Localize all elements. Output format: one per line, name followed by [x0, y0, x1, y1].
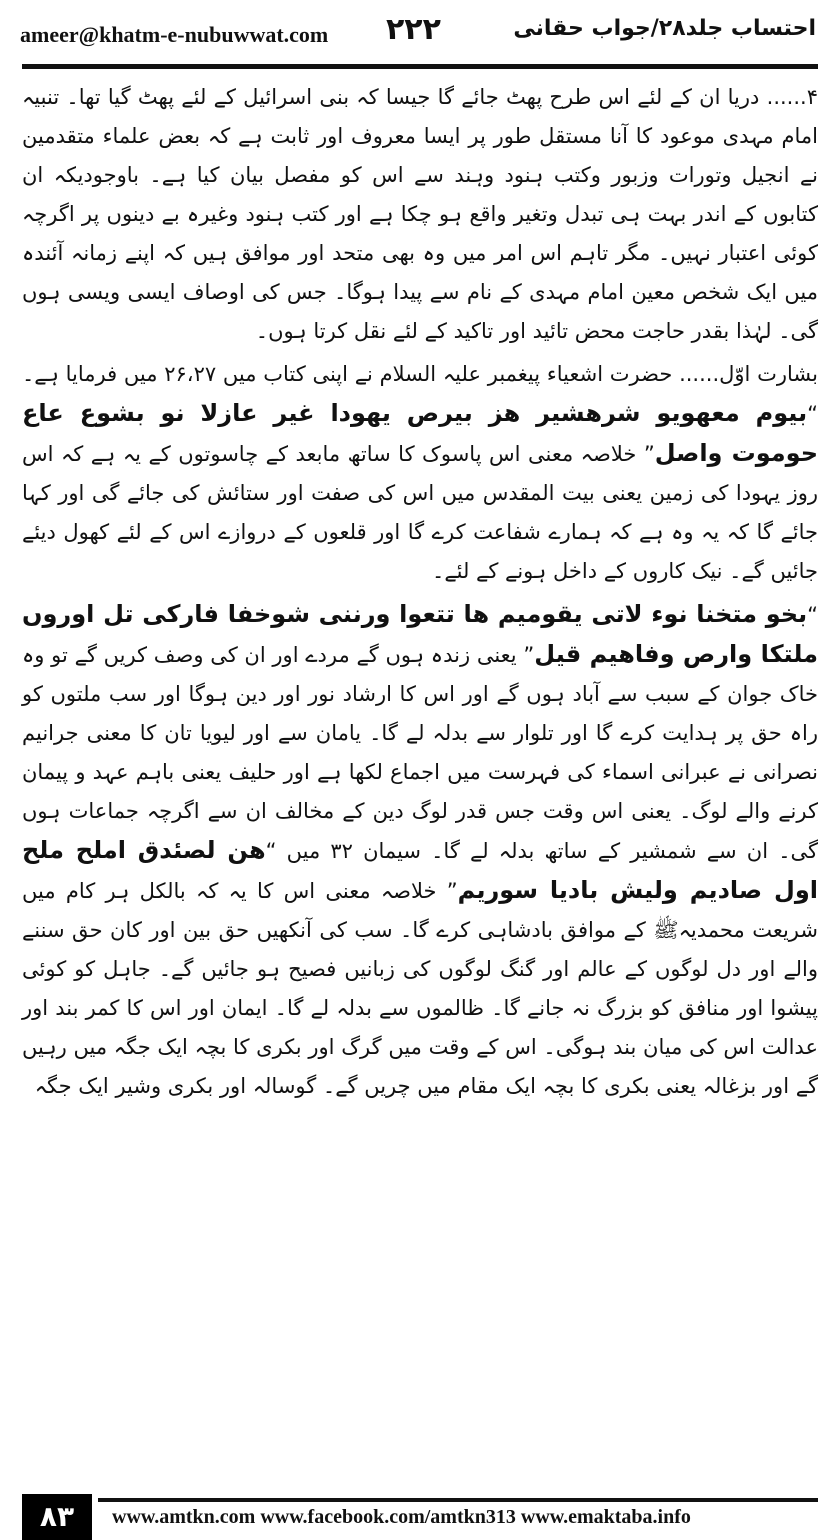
footer-page-number: ۸۳ — [22, 1494, 92, 1540]
header-email: ameer@khatm-e-nubuwwat.com — [20, 22, 329, 47]
hebrew-quote-1: بیوم معھویو شرھشیر ھز بیرص یھودا غیر عازلا نو بشوع عاع حوموت واصل — [22, 399, 819, 467]
glad-tidings-lead: بشارت اوّل...... — [679, 362, 818, 386]
paragraph-1: ۴...... دریا ان کے لئے اس طرح پھٹ جائے گا جیسا کہ بنی اسرائیل کے لئے پھٹ گیا تھا۔ تنبیہ امام مہدی موعود کا آنا مستقل طور پر ایسا معروف اور ثابت ہے کہ بعض علماء متقدمین نے انجیل وتورات وزبور وکتب ہنود وہند سے اس کو مفصل بیان کیا ہے۔ باوجودیکہ ان کتابوں کے اندر بہت ہی تبدل وتغیر واقع ہو چکا ہے اور کتب ہنود وغیرہ بے دینوں پر اگرچہ کوئی اعتبار نہیں۔ مگر تاہم اس امر میں وہ بھی متحد اور موافق ہیں کہ اپنے زمانہ آئندہ میں ایک شخص معین امام مہدی کے نام سے پیدا ہوگا۔ جس کی اوصاف ایسی ویسی ہوں گی۔ لہٰذا بقدر حاجت محض تائید اور تاکید کے لئے نقل کرتا ہوں۔ — [22, 85, 818, 343]
page-body — [22, 78, 818, 1106]
glad-tidings-intro: حضرت اشعیاء پیغمبر علیہ السلام نے اپنی کتاب میں ۲۶،۲۷ میں فرمایا ہے۔ — [22, 362, 673, 386]
paragraph-3-explanation: یعنی زندہ ہوں گے مردے اور ان کی وصف کریں گے تو وہ خاک جوان کے سبب سے آباد ہوں گے اور اس کا ارشاد نور اور دین ہوگا اور سب ملتوں کو راہ حق پر ہدایت کرے گا اور تلوار سے بدلہ لے گا۔ یامان سے اور لیویا تان کا معنی جرانیم نصرانی نے عبرانی اسماء کی فہرست میں اجماع لکھا ہے اور حلیف یعنی باہم عہد و پیمان کرنے والے لوگ۔ یعنی اس وقت جس قدر لوگ دین کے مخالف ان سے اگرچہ جماعات ہوں گی۔ ان سے شمشیر کے ساتھ بدلہ لے گا۔ سیمان ۳۲ میں — [22, 643, 819, 863]
hebrew-quote-2: بخو متخنا نوء لاتی یقومیم ھا تتعوا ورننی شوخفا فارکی تل اوروں ملتکا وارص وفاھیم قیل — [22, 600, 818, 668]
page-header — [14, 0, 826, 64]
footer-rule — [98, 1498, 818, 1502]
footer-urls: www.amtkn.com www.facebook.com/amtkn313 www.emaktaba.info — [112, 1506, 691, 1528]
paragraph-3-conclusion: خلاصہ معنی اس کا یہ کہ بالکل ہر کام میں شریعت محمدیہﷺ کے موافق بادشاہی کرے گا۔ سب کی آنکھیں حق بین اور کان حق سننے والے اور دل لوگوں کے عالم اور گنگ لوگوں کی زبانیں فصیح ہو جائیں گے۔ جاہل کو کوئی پیشوا اور منافق کو بزرگ نہ جانے گا۔ ظالموں سے بدلہ لے گا۔ ایمان اور اس کا کمر بند اور عدالت اس کی میان بند ہوگی۔ اس کے وقت میں گرگ اور بکری کا بچہ ایک جگہ میں رہیں گے اور بزغالہ یعنی بکری کا بچہ ایک مقام میں چریں گے۔ گوسالہ اور بکری وشیر ایک جگہ — [22, 879, 818, 1098]
page-footer — [22, 1494, 818, 1540]
paragraph-2-explanation: خلاصہ معنی اس پاسوک کا ساتھ مابعد کے چاسوتوں کے یہ ہے کہ اس روز یہودا کی زمین یعنی بیت المقدس میں اس کی صفت اور ستائش کی جائے گی اور کہا جائے گا کہ یہ وہ ہے کہ ہمارے شفاعت کرے گا اور قلعوں کے دروازے اس کے لئے کھول دیئے جائیں گے۔ نیک کاروں کے داخل ہونے کے لئے۔ — [22, 442, 818, 583]
header-book-title: احتساب جلد۲۸/جواب حقانی — [513, 16, 816, 41]
paragraph-2: بشارت اوّل...... حضرت اشعیاء پیغمبر علیہ السلام نے اپنی کتاب میں ۲۶،۲۷ میں فرمایا ہے۔ “بیوم معھویو شرھشیر ھز بیرص یھودا غیر عازلا نو بشوع عاع حوموت واصل” خلاصہ معنی اس پاسوک کا ساتھ مابعد کے چاسوتوں کے یہ ہے کہ اس روز یہودا کی زمین یعنی بیت المقدس میں اس کی صفت اور ستائش کی جائے گی اور کہا جائے گا کہ یہ وہ ہے کہ ہمارے شفاعت کرے گا اور قلعوں کے دروازے اس کے لئے کھول دیئے جائیں گے۔ نیک کاروں کے داخل ہونے کے لئے۔ — [22, 362, 819, 583]
header-page-number: ۲۲۲ — [386, 12, 441, 47]
hebrew-quote-3: ھن لصئدق املح ملح اول صادیم ولیش بادیا سوریم — [22, 836, 818, 904]
header-rule — [22, 64, 818, 69]
paragraph-3: “بخو متخنا نوء لاتی یقومیم ھا تتعوا ورننی شوخفا فارکی تل اوروں ملتکا وارص وفاھیم قیل” یعنی زندہ ہوں گے مردے اور ان کی وصف کریں گے تو وہ خاک جوان کے سبب سے آباد ہوں گے اور اس کا ارشاد نور اور دین ہوگا اور سب ملتوں کو راہ حق پر ہدایت کرے گا اور تلوار سے بدلہ لے گا۔ یامان سے اور لیویا تان کا معنی جرانیم نصرانی نے عبرانی اسماء کی فہرست میں اجماع لکھا ہے اور حلیف یعنی باہم عہد و پیمان کرنے والے لوگ۔ یعنی اس وقت جس قدر لوگ دین کے مخالف ان سے اگرچہ جماعات ہوں گی۔ ان سے شمشیر کے ساتھ بدلہ لے گا۔ سیمان ۳۲ میں “ھن لصئدق املح ملح اول صادیم ولیش بادیا سوریم” خلاصہ معنی اس کا یہ کہ بالکل ہر کام میں شریعت محمدیہﷺ کے موافق بادشاہی کرے گا۔ سب کی آنکھیں حق بین اور کان حق سننے والے اور دل لوگوں کے عالم اور گنگ لوگوں کی زبانیں فصیح ہو جائیں گے۔ جاہل کو کوئی پیشوا اور منافق کو بزرگ نہ جانے گا۔ ظالموں سے بدلہ لے گا۔ ایمان اور اس کا کمر بند اور عدالت اس کی میان بند ہوگی۔ اس کے وقت میں گرگ اور بکری کا بچہ ایک جگہ میں رہیں گے اور بزغالہ یعنی بکری کا بچہ ایک مقام میں چریں گے۔ گوسالہ اور بکری وشیر ایک جگہ — [22, 600, 819, 1098]
